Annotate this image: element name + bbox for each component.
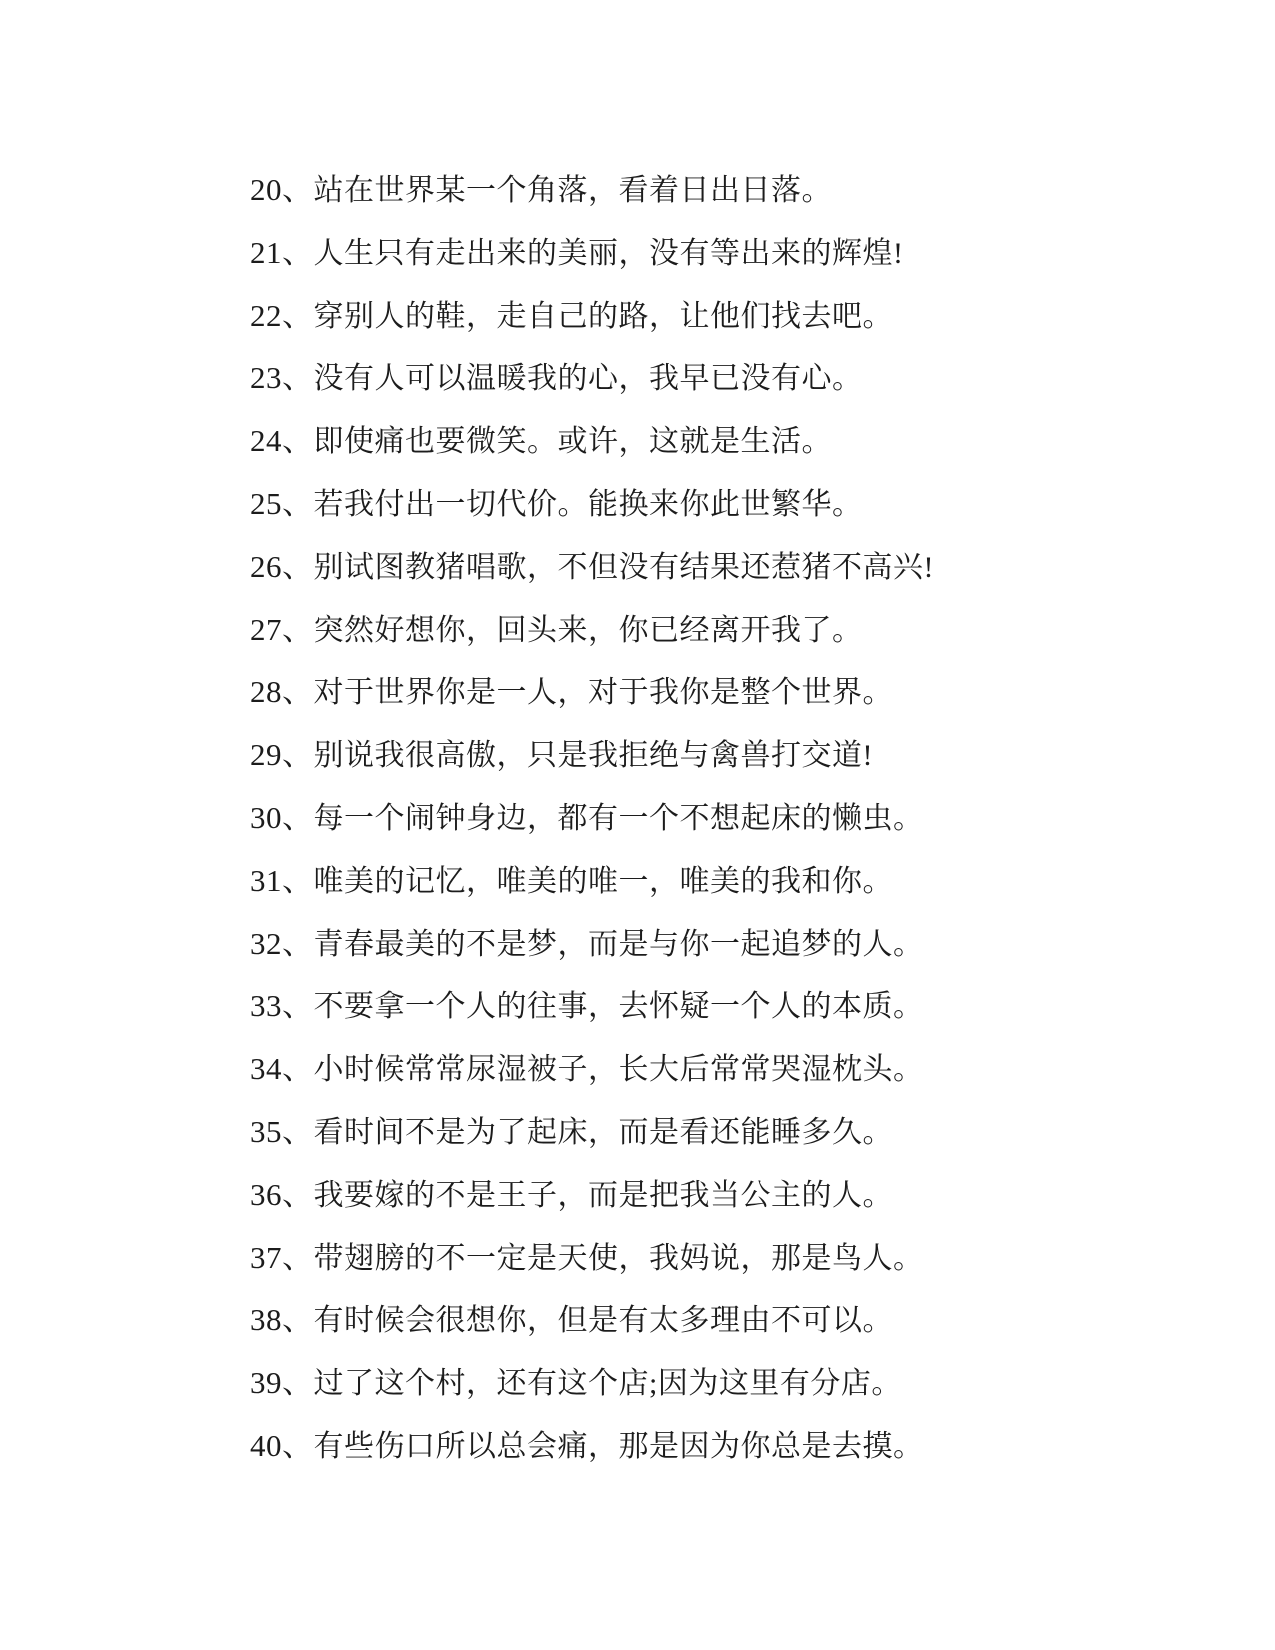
list-item xyxy=(250,222,934,285)
list-item xyxy=(250,1352,934,1415)
quote-text: 看时间不是为了起床，而是看还能睡多久。 xyxy=(313,1115,893,1149)
list-item xyxy=(250,473,934,536)
quote-number: 23 xyxy=(250,360,282,396)
quote-text: 别说我很高傲，只是我拒绝与禽兽打交道! xyxy=(313,739,873,773)
list-item xyxy=(250,1164,934,1227)
list-separator: 、 xyxy=(282,1113,314,1149)
quote-number: 27 xyxy=(250,611,282,647)
list-separator: 、 xyxy=(282,1365,314,1401)
list-separator: 、 xyxy=(282,297,314,333)
list-separator: 、 xyxy=(282,234,314,270)
quote-number: 25 xyxy=(250,485,282,521)
quote-number: 26 xyxy=(250,548,282,584)
list-separator: 、 xyxy=(282,1427,314,1463)
quote-text: 我要嫁的不是王子，而是把我当公主的人。 xyxy=(313,1178,893,1212)
list-separator: 、 xyxy=(282,988,314,1024)
list-separator: 、 xyxy=(282,1051,314,1087)
quote-number: 31 xyxy=(250,862,282,898)
list-separator: 、 xyxy=(282,485,314,521)
quote-text: 有些伤口所以总会痛，那是因为你总是去摸。 xyxy=(313,1429,924,1463)
list-separator: 、 xyxy=(282,1176,314,1212)
quote-number: 34 xyxy=(250,1051,282,1087)
list-separator: 、 xyxy=(282,674,314,710)
list-item xyxy=(250,975,934,1038)
list-item xyxy=(250,661,934,724)
quote-text: 带翅膀的不一定是天使，我妈说，那是鸟人。 xyxy=(313,1241,924,1275)
list-item xyxy=(250,536,934,599)
list-item xyxy=(250,850,934,913)
quote-number: 22 xyxy=(250,297,282,333)
quote-text: 若我付出一切代价。能换来你此世繁华。 xyxy=(313,487,863,521)
quote-number: 28 xyxy=(250,674,282,710)
quote-text: 青春最美的不是梦，而是与你一起追梦的人。 xyxy=(313,927,924,961)
quote-number: 39 xyxy=(250,1365,282,1401)
list-item xyxy=(250,1038,934,1101)
quote-text: 不要拿一个人的往事，去怀疑一个人的本质。 xyxy=(313,990,924,1024)
list-separator: 、 xyxy=(282,925,314,961)
quote-number: 37 xyxy=(250,1239,282,1275)
quote-text: 对于世界你是一人，对于我你是整个世界。 xyxy=(313,676,893,710)
quote-text: 过了这个村，还有这个店;因为这里有分店。 xyxy=(313,1367,902,1401)
list-item xyxy=(250,285,934,348)
list-separator: 、 xyxy=(282,423,314,459)
list-separator: 、 xyxy=(282,611,314,647)
list-item xyxy=(250,1289,934,1352)
list-item xyxy=(250,347,934,410)
quote-number: 21 xyxy=(250,234,282,270)
quote-number: 33 xyxy=(250,988,282,1024)
list-item xyxy=(250,913,934,976)
quote-number: 38 xyxy=(250,1302,282,1338)
quote-text: 穿别人的鞋，走自己的路，让他们找去吧。 xyxy=(313,299,893,333)
quote-text: 别试图教猪唱歌，不但没有结果还惹猪不高兴! xyxy=(313,550,934,584)
quote-number: 29 xyxy=(250,737,282,773)
list-separator: 、 xyxy=(282,862,314,898)
list-separator: 、 xyxy=(282,1302,314,1338)
quote-text: 有时候会很想你，但是有太多理由不可以。 xyxy=(313,1304,893,1338)
list-item xyxy=(250,724,934,787)
quote-number: 24 xyxy=(250,423,282,459)
list-item xyxy=(250,410,934,473)
quote-text: 小时候常常尿湿被子，长大后常常哭湿枕头。 xyxy=(313,1053,924,1087)
quote-number: 30 xyxy=(250,799,282,835)
quote-text: 唯美的记忆，唯美的唯一，唯美的我和你。 xyxy=(313,864,893,898)
list-item xyxy=(250,1227,934,1290)
list-separator: 、 xyxy=(282,548,314,584)
quote-number: 35 xyxy=(250,1113,282,1149)
quote-text: 站在世界某一个角落，看着日出日落。 xyxy=(313,174,832,207)
list-separator: 、 xyxy=(282,737,314,773)
list-separator: 、 xyxy=(282,799,314,835)
list-item xyxy=(250,787,934,850)
list-separator: 、 xyxy=(282,1239,314,1275)
quote-text: 即使痛也要微笑。或许，这就是生活。 xyxy=(313,425,832,459)
quote-text: 人生只有走出来的美丽，没有等出来的辉煌! xyxy=(313,236,904,270)
quote-list xyxy=(250,159,934,1478)
quote-number: 20 xyxy=(250,172,282,207)
list-separator: 、 xyxy=(282,360,314,396)
quote-number: 40 xyxy=(250,1427,282,1463)
list-item xyxy=(250,1101,934,1164)
list-item xyxy=(250,159,934,222)
quote-number: 32 xyxy=(250,925,282,961)
list-item xyxy=(250,599,934,662)
list-item xyxy=(250,1415,934,1478)
quote-text: 突然好想你，回头来，你已经离开我了。 xyxy=(313,613,863,647)
quote-number: 36 xyxy=(250,1176,282,1212)
quote-text: 没有人可以温暖我的心，我早已没有心。 xyxy=(313,362,863,396)
quote-text: 每一个闹钟身边，都有一个不想起床的懒虫。 xyxy=(313,801,924,835)
list-separator: 、 xyxy=(282,172,314,207)
